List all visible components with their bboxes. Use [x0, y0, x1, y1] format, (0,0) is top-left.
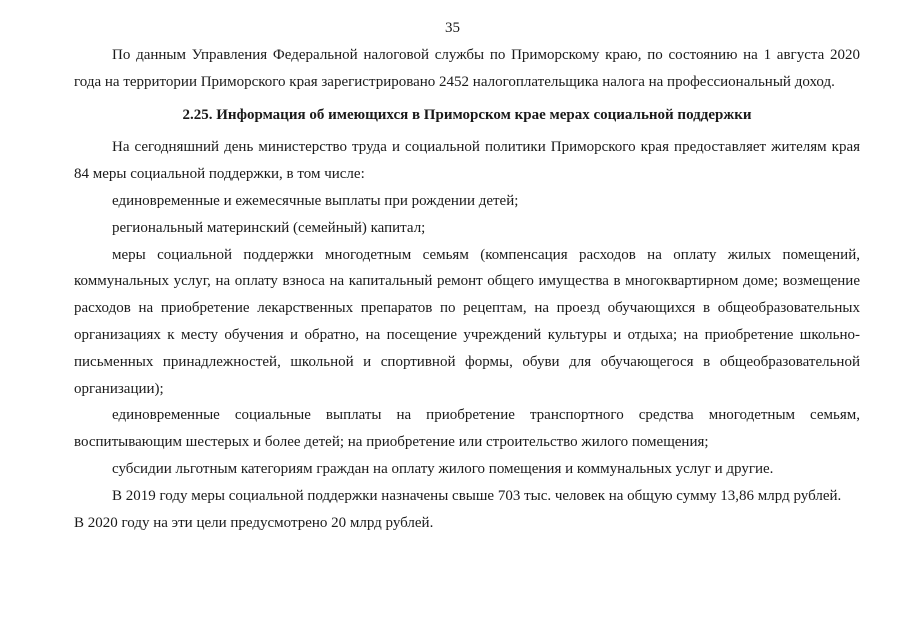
page-number: 35 — [445, 20, 460, 36]
list-item: меры социальной поддержки многодетным семьям (компенсация расходов на оплату жилых помещений, коммунальных услуг, на оплату взноса на капитальный ремонт общего имущества в многоквартирном доме; возмещение расходов на приобретение лекарственных препаратов по рецептам, на проезд обучающихся в общеобразовательных организациях к месту обучения и обратно, на посещение учреждений культуры и отдыха; на приобретение школьно-письменных принадлежностей, школьной и спортивной формы, обуви для обучающегося в общеобразовательной организации); — [74, 246, 860, 397]
list-item: региональный материнский (семейный) капитал; — [112, 219, 426, 236]
list-item: субсидии льготным категориям граждан на оплату жилого помещения и коммунальных услуг и другие. — [112, 460, 774, 477]
list-item: единовременные социальные выплаты на приобретение транспортного средства многодетным семьям, воспитывающим шестерых и более детей; на приобретение или строительство жилого помещения; — [74, 407, 860, 451]
document-body — [74, 42, 860, 536]
section-heading: 2.25. Информация об имеющихся в Приморском крае мерах социальной поддержки — [182, 106, 752, 123]
lead-paragraph: На сегодняшний день министерство труда и социальной политики Приморского края предоставляет жителям края 84 меры социальной поддержки, в том числе: — [74, 139, 860, 183]
list-item: единовременные и ежемесячные выплаты при рождении детей; — [112, 192, 519, 209]
intro-paragraph: По данным Управления Федеральной налоговой службы по Приморскому краю, по состоянию на 1 августа 2020 года на территории Приморского края зарегистрировано 2452 налогоплательщика налога на профессиональный доход. — [74, 47, 860, 90]
outlook-paragraph: В 2020 году на эти цели предусмотрено 20 млрд рублей. — [74, 514, 434, 531]
summary-paragraph: В 2019 году меры социальной поддержки назначены свыше 703 тыс. человек на общую сумму 13,86 млрд рублей. — [112, 487, 842, 504]
